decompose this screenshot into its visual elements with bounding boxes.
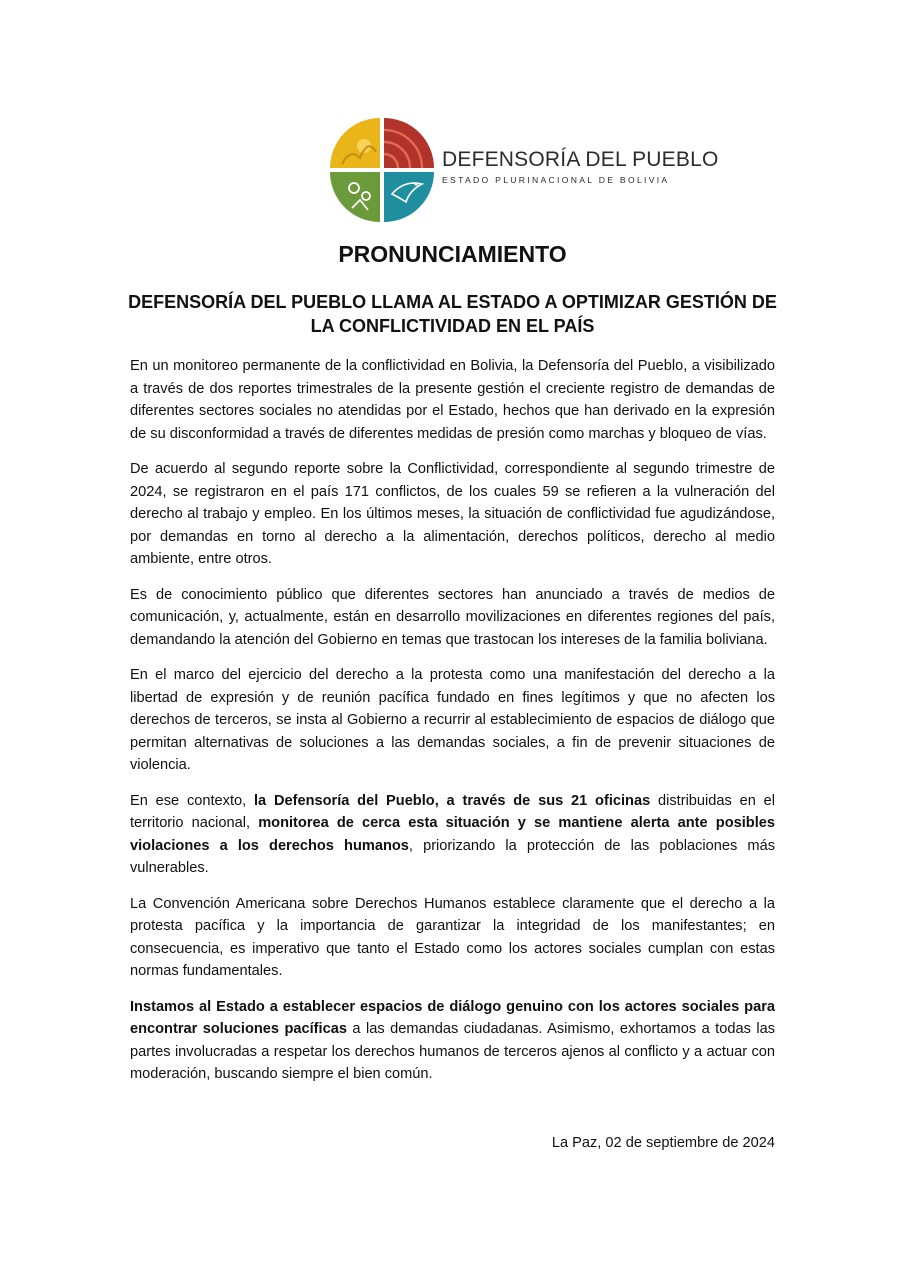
paragraph-5-bold-a: la Defensoría del Pueblo, a través de sus 21 oficinas <box>253 792 651 809</box>
paragraph-1: En un monitoreo permanente de la conflictividad en Bolivia, la Defensoría del Pueblo, a visibilizado a través de dos reportes trimestrales de la presente gestión el creciente registro de demandas de diferentes sectores sociales no atendidas por el Estado, hechos que han derivado en la expresión de su disconformidad a través de diferentes medidas de presión como marchas y bloqueo de vías. <box>130 358 775 442</box>
paragraph-4: En el marco del ejercicio del derecho a la protesta como una manifestación del derecho a la libertad de expresión y de reunión pacífica fundado en fines legítimos y que no afecten los derechos de terceros, se insta al Gobierno a recurrir al establecimiento de espacios de diálogo que permitan alternativas de soluciones a las demandas sociales, a fin de prevenir situaciones de violencia. <box>130 667 775 773</box>
paragraph-5-part-a: En ese contexto, <box>130 792 254 809</box>
document-title: PRONUNCIAMIENTO <box>338 241 567 267</box>
paragraph-3: Es de conocimiento público que diferentes sectores han anunciado a través de medios de comunicación, y, actualmente, están en desarrollo movilizaciones en diferentes regiones del país, demandando la atención del Gobierno en temas que trastocan los intereses de la familia boliviana. <box>130 586 775 648</box>
paragraph-2: De acuerdo al segundo reporte sobre la Conflictividad, correspondiente al segundo trimestre de 2024, se registraron en el país 171 conflictos, de los cuales 59 se refieren a la vulneración del derecho al trabajo y empleo. En los últimos meses, la situación de conflictividad fue agudizándose, por demandas en torno al derecho a la alimentación, derechos políticos, derecho al medio ambiente, entre otros. <box>130 461 775 567</box>
place-and-date: La Paz, 02 de septiembre de 2024 <box>551 1135 775 1151</box>
subtitle-line-2: LA CONFLICTIVIDAD EN EL PAÍS <box>310 316 595 336</box>
paragraph-5-bold-b: monitorea de cerca esta situación y se mantiene alerta ante posibles violaciones a los derechos humanos <box>130 815 775 854</box>
paragraph-5-part-c: distribuidas en el territorio nacional, <box>130 792 775 831</box>
paragraph-6: La Convención Americana sobre Derechos Humanos establece claramente que el derecho a la protesta pacífica y la importancia de garantizar la integridad de los manifestantes; en consecuencia, es imperativo que tanto el Estado como los actores sociales cumplan con estas normas fundamentales. <box>130 895 775 979</box>
paragraph-5 <box>130 790 775 880</box>
subtitle-line-1: DEFENSORÍA DEL PUEBLO LLAMA AL ESTADO A OPTIMIZAR GESTIÓN DE <box>128 292 777 312</box>
paragraph-7-bold: Instamos al Estado a establecer espacios de diálogo genuino con los actores sociales para encontrar soluciones pacíficas <box>130 998 775 1037</box>
institution-logo <box>330 118 719 226</box>
document-body <box>130 355 775 1099</box>
paragraph-7 <box>130 996 775 1086</box>
paragraph-7-rest: a las demandas ciudadanas. Asimismo, exhortamos a todas las partes involucradas a respetar los derechos humanos de terceros ajenos al conflicto y a actuar con moderación, buscando siempre el bien común. <box>130 1021 775 1082</box>
paragraph-5-part-e: , priorizando la protección de las poblaciones más vulnerables. <box>130 837 775 876</box>
org-subtitle: ESTADO PLURINACIONAL DE BOLIVIA <box>442 175 670 185</box>
emblem-icon <box>330 118 434 222</box>
org-name: DEFENSORÍA DEL PUEBLO <box>442 148 719 171</box>
document-subtitle <box>0 290 905 338</box>
